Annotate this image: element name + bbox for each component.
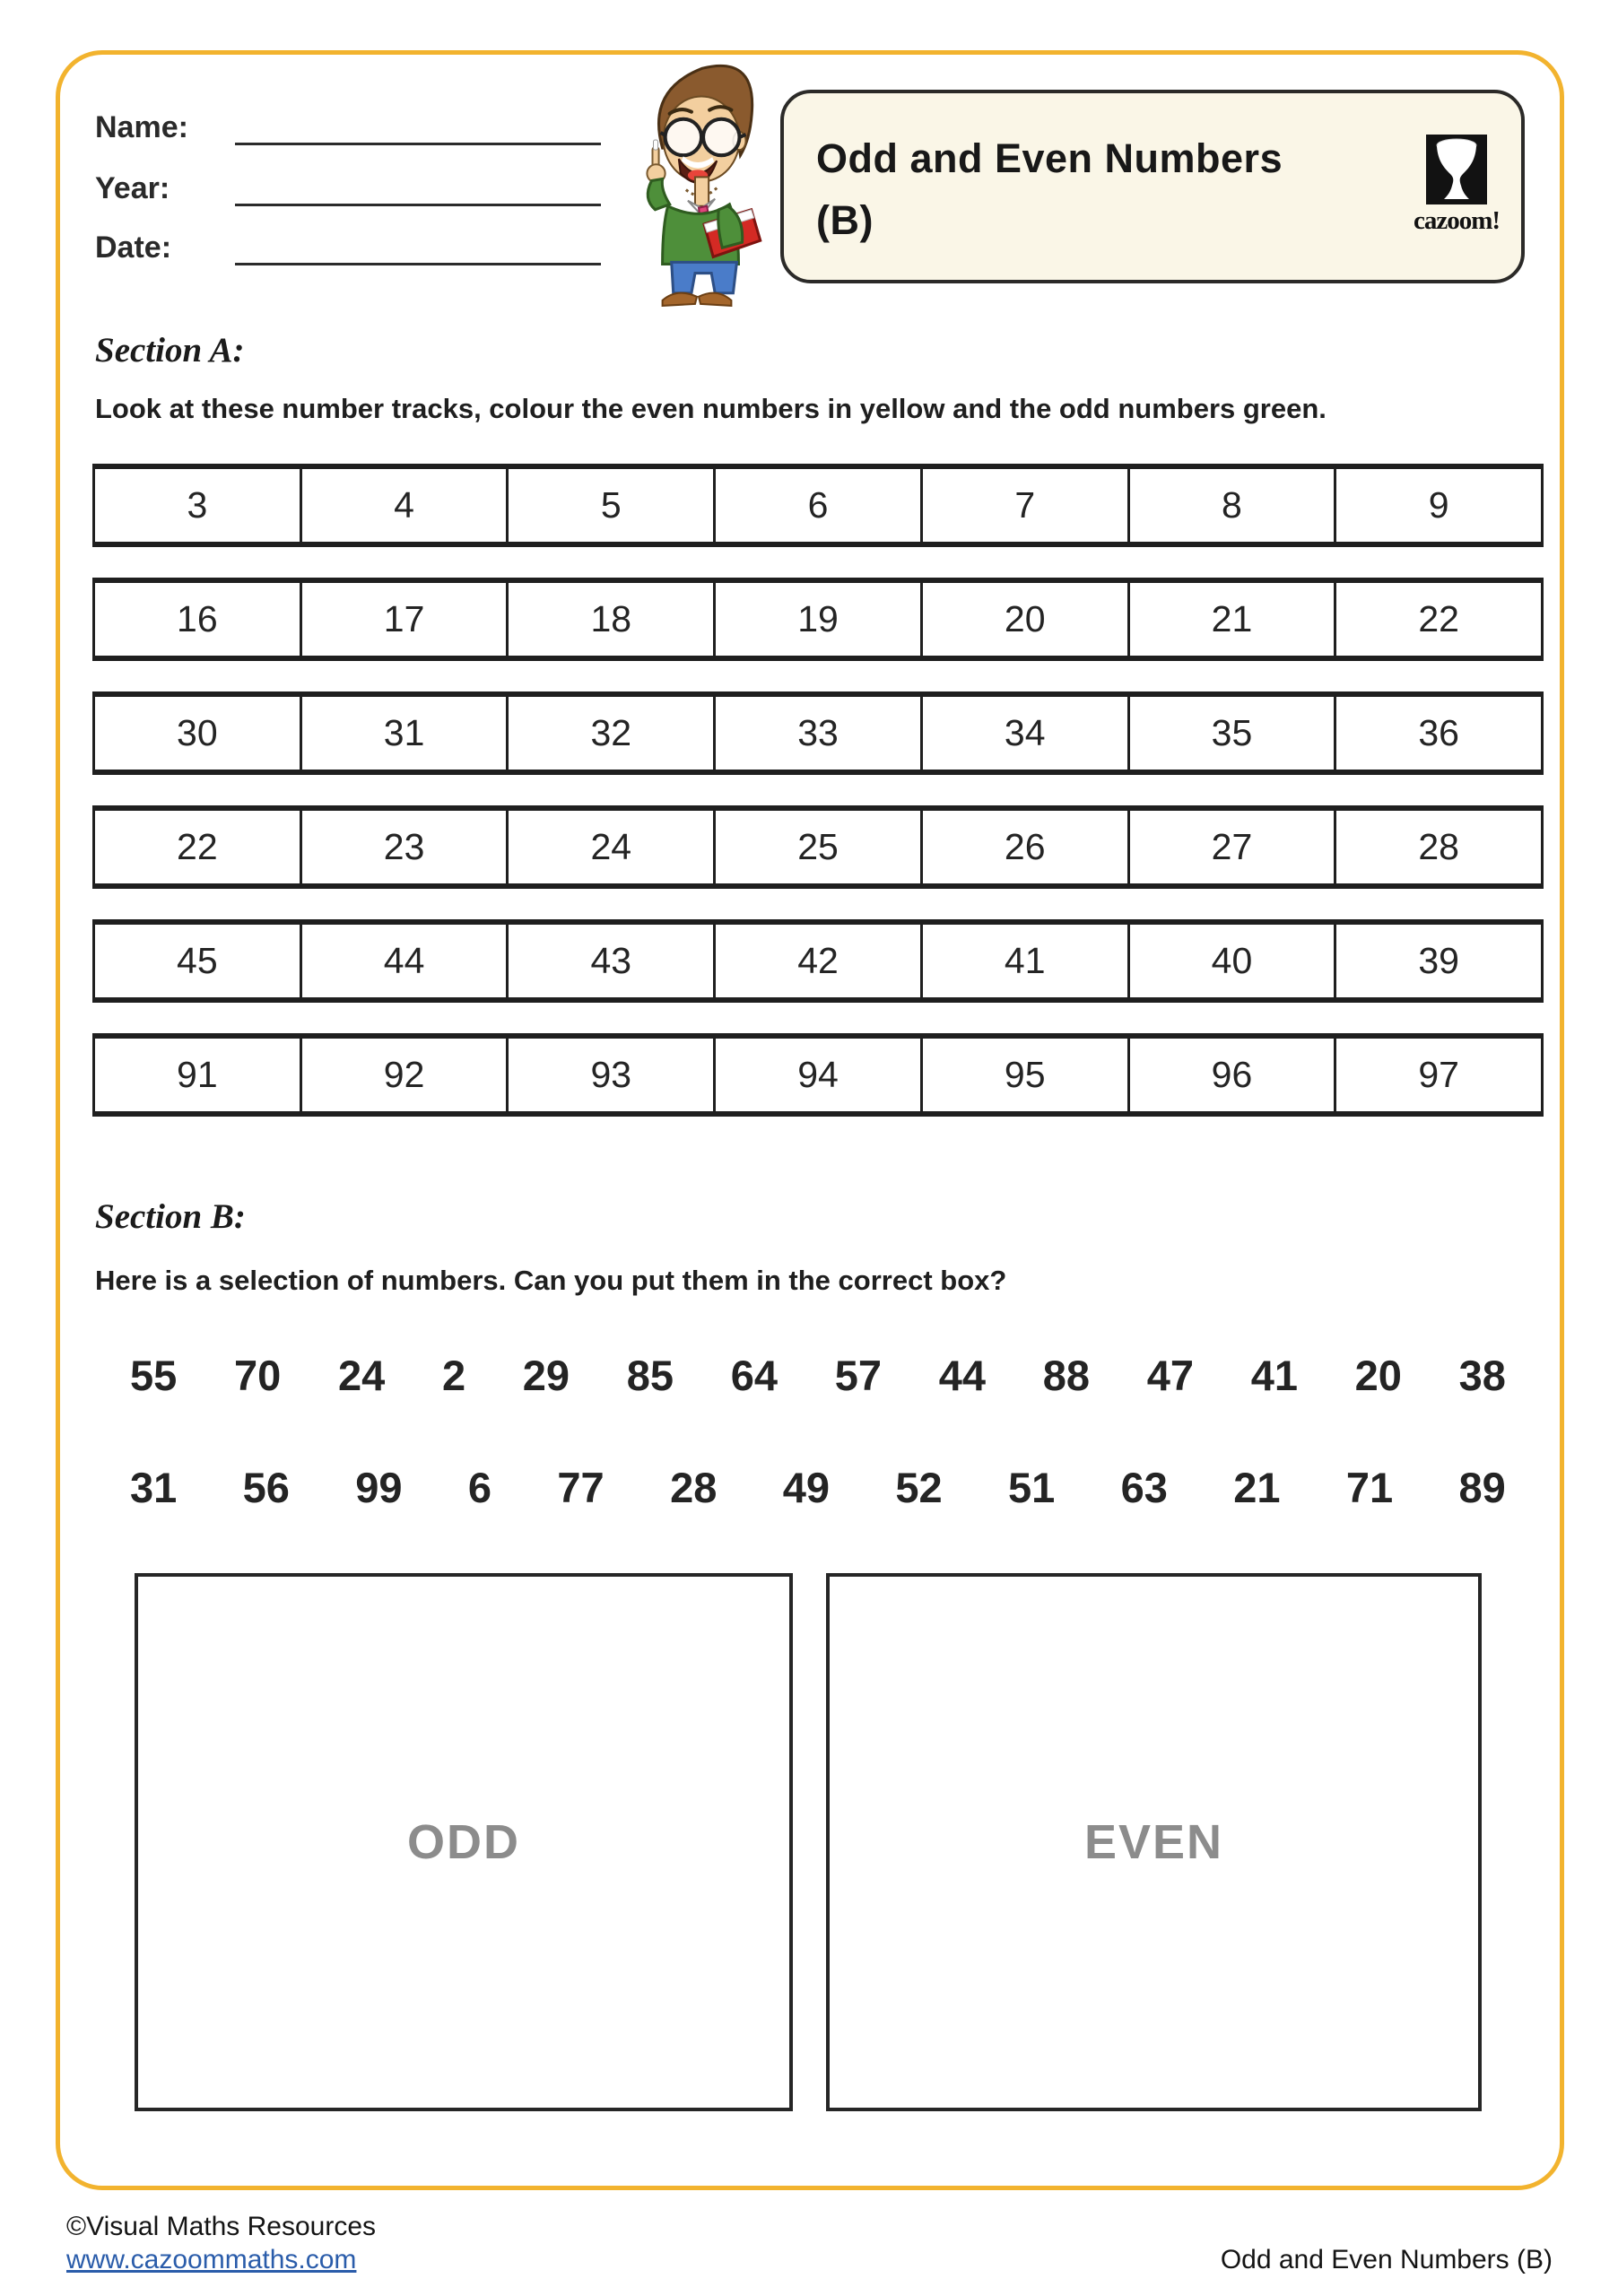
title-line-2: (B) [816,197,874,243]
track-cell[interactable] [1336,811,1541,883]
loose-number[interactable]: 24 [337,1352,386,1399]
year-field [95,167,601,206]
track-cell[interactable] [1130,1039,1337,1111]
track-cell-number: 6 [807,484,829,526]
track-cell-number: 96 [1211,1054,1253,1095]
track-cell[interactable] [1336,697,1541,770]
track-cell-number: 22 [177,826,218,867]
track-cell[interactable] [716,697,923,770]
track-cell[interactable] [923,811,1130,883]
track-cell[interactable] [509,469,716,542]
track-cell[interactable] [302,583,509,656]
loose-number[interactable]: 20 [1354,1352,1402,1399]
track-cell[interactable] [302,469,509,542]
track-cell[interactable] [923,925,1130,997]
number-track-row-5 [92,919,1544,1003]
track-cell-number: 41 [1004,940,1046,981]
track-cell[interactable] [509,1039,716,1111]
number-track-row-2 [92,578,1544,661]
track-cell[interactable] [509,697,716,770]
name-input-line[interactable] [235,109,601,145]
year-label: Year: [95,171,170,205]
track-cell-number: 30 [177,712,218,753]
document-reference: Odd and Even Numbers (B) [1220,2245,1553,2274]
track-cell-number: 93 [590,1054,632,1095]
track-cell-number: 19 [797,598,839,639]
track-cell-number: 36 [1418,712,1459,753]
loose-number[interactable]: 57 [834,1352,883,1399]
track-cell-number: 95 [1004,1054,1046,1095]
even-box-label: EVEN [1083,1815,1224,1869]
track-cell-number: 25 [797,826,839,867]
cazoom-wordmark: cazoom! [1413,206,1501,235]
track-cell[interactable] [95,1039,302,1111]
loose-number[interactable]: 2 [441,1352,466,1399]
track-cell-number: 8 [1222,484,1242,526]
track-cell-number: 26 [1004,826,1046,867]
loose-number[interactable]: 28 [670,1464,718,1511]
track-cell[interactable] [1130,925,1337,997]
date-input-line[interactable] [235,230,601,265]
track-cell-number: 92 [383,1054,425,1095]
track-cell-number: 27 [1211,826,1253,867]
title-line-1: Odd and Even Numbers [816,135,1283,181]
track-cell-number: 40 [1211,940,1253,981]
loose-number[interactable]: 49 [782,1464,830,1511]
section-a-instruction: Look at these number tracks, colour the even numbers in yellow and the odd numbers green. [95,393,1327,424]
cazoom-logo [1412,135,1501,236]
track-cell-number: 9 [1428,484,1449,526]
track-cell[interactable] [923,583,1130,656]
track-cell[interactable] [302,1039,509,1111]
loose-number[interactable]: 85 [626,1352,674,1399]
track-cell-number: 4 [394,484,414,526]
track-cell-number: 23 [383,826,425,867]
track-cell[interactable] [716,811,923,883]
section-a-heading: Section A: [95,331,245,370]
drum-logo-icon [1426,135,1487,204]
track-cell[interactable] [716,583,923,656]
even-box[interactable] [826,1573,1482,2111]
loose-number[interactable]: 51 [1007,1464,1056,1511]
track-cell[interactable] [95,469,302,542]
loose-number[interactable]: 47 [1146,1352,1194,1399]
copyright-text: ©Visual Maths Resources [66,2212,377,2241]
title-box [780,90,1525,283]
loose-number[interactable]: 70 [233,1352,282,1399]
track-cell[interactable] [509,583,716,656]
track-cell-number: 24 [590,826,632,867]
track-cell-number: 45 [177,940,218,981]
name-field [95,106,601,145]
loose-number[interactable]: 41 [1250,1352,1298,1399]
loose-number[interactable]: 52 [895,1464,943,1511]
number-track-row-1 [92,464,1544,547]
track-cell[interactable] [923,1039,1130,1111]
odd-box-label: ODD [407,1815,520,1869]
track-cell-number: 97 [1418,1054,1459,1095]
section-b-heading: Section B: [95,1197,246,1236]
track-cell[interactable] [509,811,716,883]
track-cell-number: 28 [1418,826,1459,867]
track-cell-number: 31 [383,712,425,753]
number-track-row-4 [92,805,1544,889]
track-cell[interactable] [1336,469,1541,542]
loose-number[interactable]: 44 [938,1352,987,1399]
track-cell-number: 5 [600,484,622,526]
track-cell[interactable] [1336,583,1541,656]
track-cell[interactable] [509,925,716,997]
track-cell[interactable] [716,469,923,542]
track-cell-number: 3 [187,484,208,526]
track-cell-number: 44 [383,940,425,981]
track-cell-number: 7 [1014,484,1036,526]
number-tracks [92,464,1544,1147]
track-cell[interactable] [923,697,1130,770]
track-cell[interactable] [1130,697,1337,770]
cazoommaths-link[interactable]: www.cazoommaths.com [66,2245,357,2274]
track-cell[interactable] [95,583,302,656]
track-cell-number: 34 [1004,712,1046,753]
track-cell[interactable] [1130,811,1337,883]
loose-number[interactable]: 6 [467,1464,492,1511]
track-cell[interactable] [1130,583,1337,656]
loose-number[interactable]: 63 [1120,1464,1168,1511]
odd-box[interactable] [135,1573,793,2111]
track-cell[interactable] [302,925,509,997]
loose-numbers-row-1 [92,1351,1544,1400]
track-cell[interactable] [1130,469,1337,542]
track-cell[interactable] [95,811,302,883]
track-cell[interactable] [923,469,1130,542]
section-b-instruction: Here is a selection of numbers. Can you put them in the correct box? [95,1265,1007,1296]
loose-number[interactable]: 29 [522,1352,570,1399]
loose-number[interactable]: 88 [1042,1352,1090,1399]
track-cell[interactable] [302,811,509,883]
track-cell[interactable] [302,697,509,770]
loose-number[interactable]: 89 [1458,1464,1506,1511]
track-cell-number: 94 [797,1054,839,1095]
track-cell-number: 39 [1418,940,1459,981]
teacher-cartoon-illustration [615,54,779,312]
track-cell[interactable] [716,925,923,997]
loose-number[interactable]: 56 [242,1464,290,1511]
date-field [95,226,601,265]
loose-number[interactable]: 99 [355,1464,403,1511]
track-cell-number: 17 [383,598,425,639]
track-cell-number: 18 [590,598,632,639]
track-cell[interactable] [95,697,302,770]
loose-number[interactable]: 38 [1458,1352,1506,1399]
track-cell-number: 43 [590,940,632,981]
date-label: Date: [95,230,172,265]
track-cell-number: 35 [1211,712,1253,753]
loose-number[interactable]: 31 [130,1464,178,1511]
track-cell-number: 32 [590,712,632,753]
track-cell-number: 21 [1211,598,1253,639]
track-cell-number: 22 [1418,598,1459,639]
year-input-line[interactable] [235,170,601,206]
track-cell[interactable] [95,925,302,997]
track-cell-number: 42 [797,940,839,981]
name-label: Name: [95,110,188,144]
track-cell-number: 16 [177,598,218,639]
worksheet-title [816,127,1283,251]
loose-number[interactable]: 64 [730,1352,779,1399]
number-track-row-6 [92,1033,1544,1117]
loose-numbers-row-2 [92,1463,1544,1512]
track-cell-number: 33 [797,712,839,753]
track-cell-number: 20 [1004,598,1046,639]
number-track-row-3 [92,691,1544,775]
loose-number[interactable]: 77 [557,1464,605,1511]
loose-number[interactable]: 71 [1345,1464,1394,1511]
track-cell[interactable] [716,1039,923,1111]
loose-number[interactable]: 21 [1233,1464,1281,1511]
track-cell-number: 91 [177,1054,218,1095]
track-cell[interactable] [1336,925,1541,997]
loose-number[interactable]: 55 [130,1352,178,1399]
track-cell[interactable] [1336,1039,1541,1111]
